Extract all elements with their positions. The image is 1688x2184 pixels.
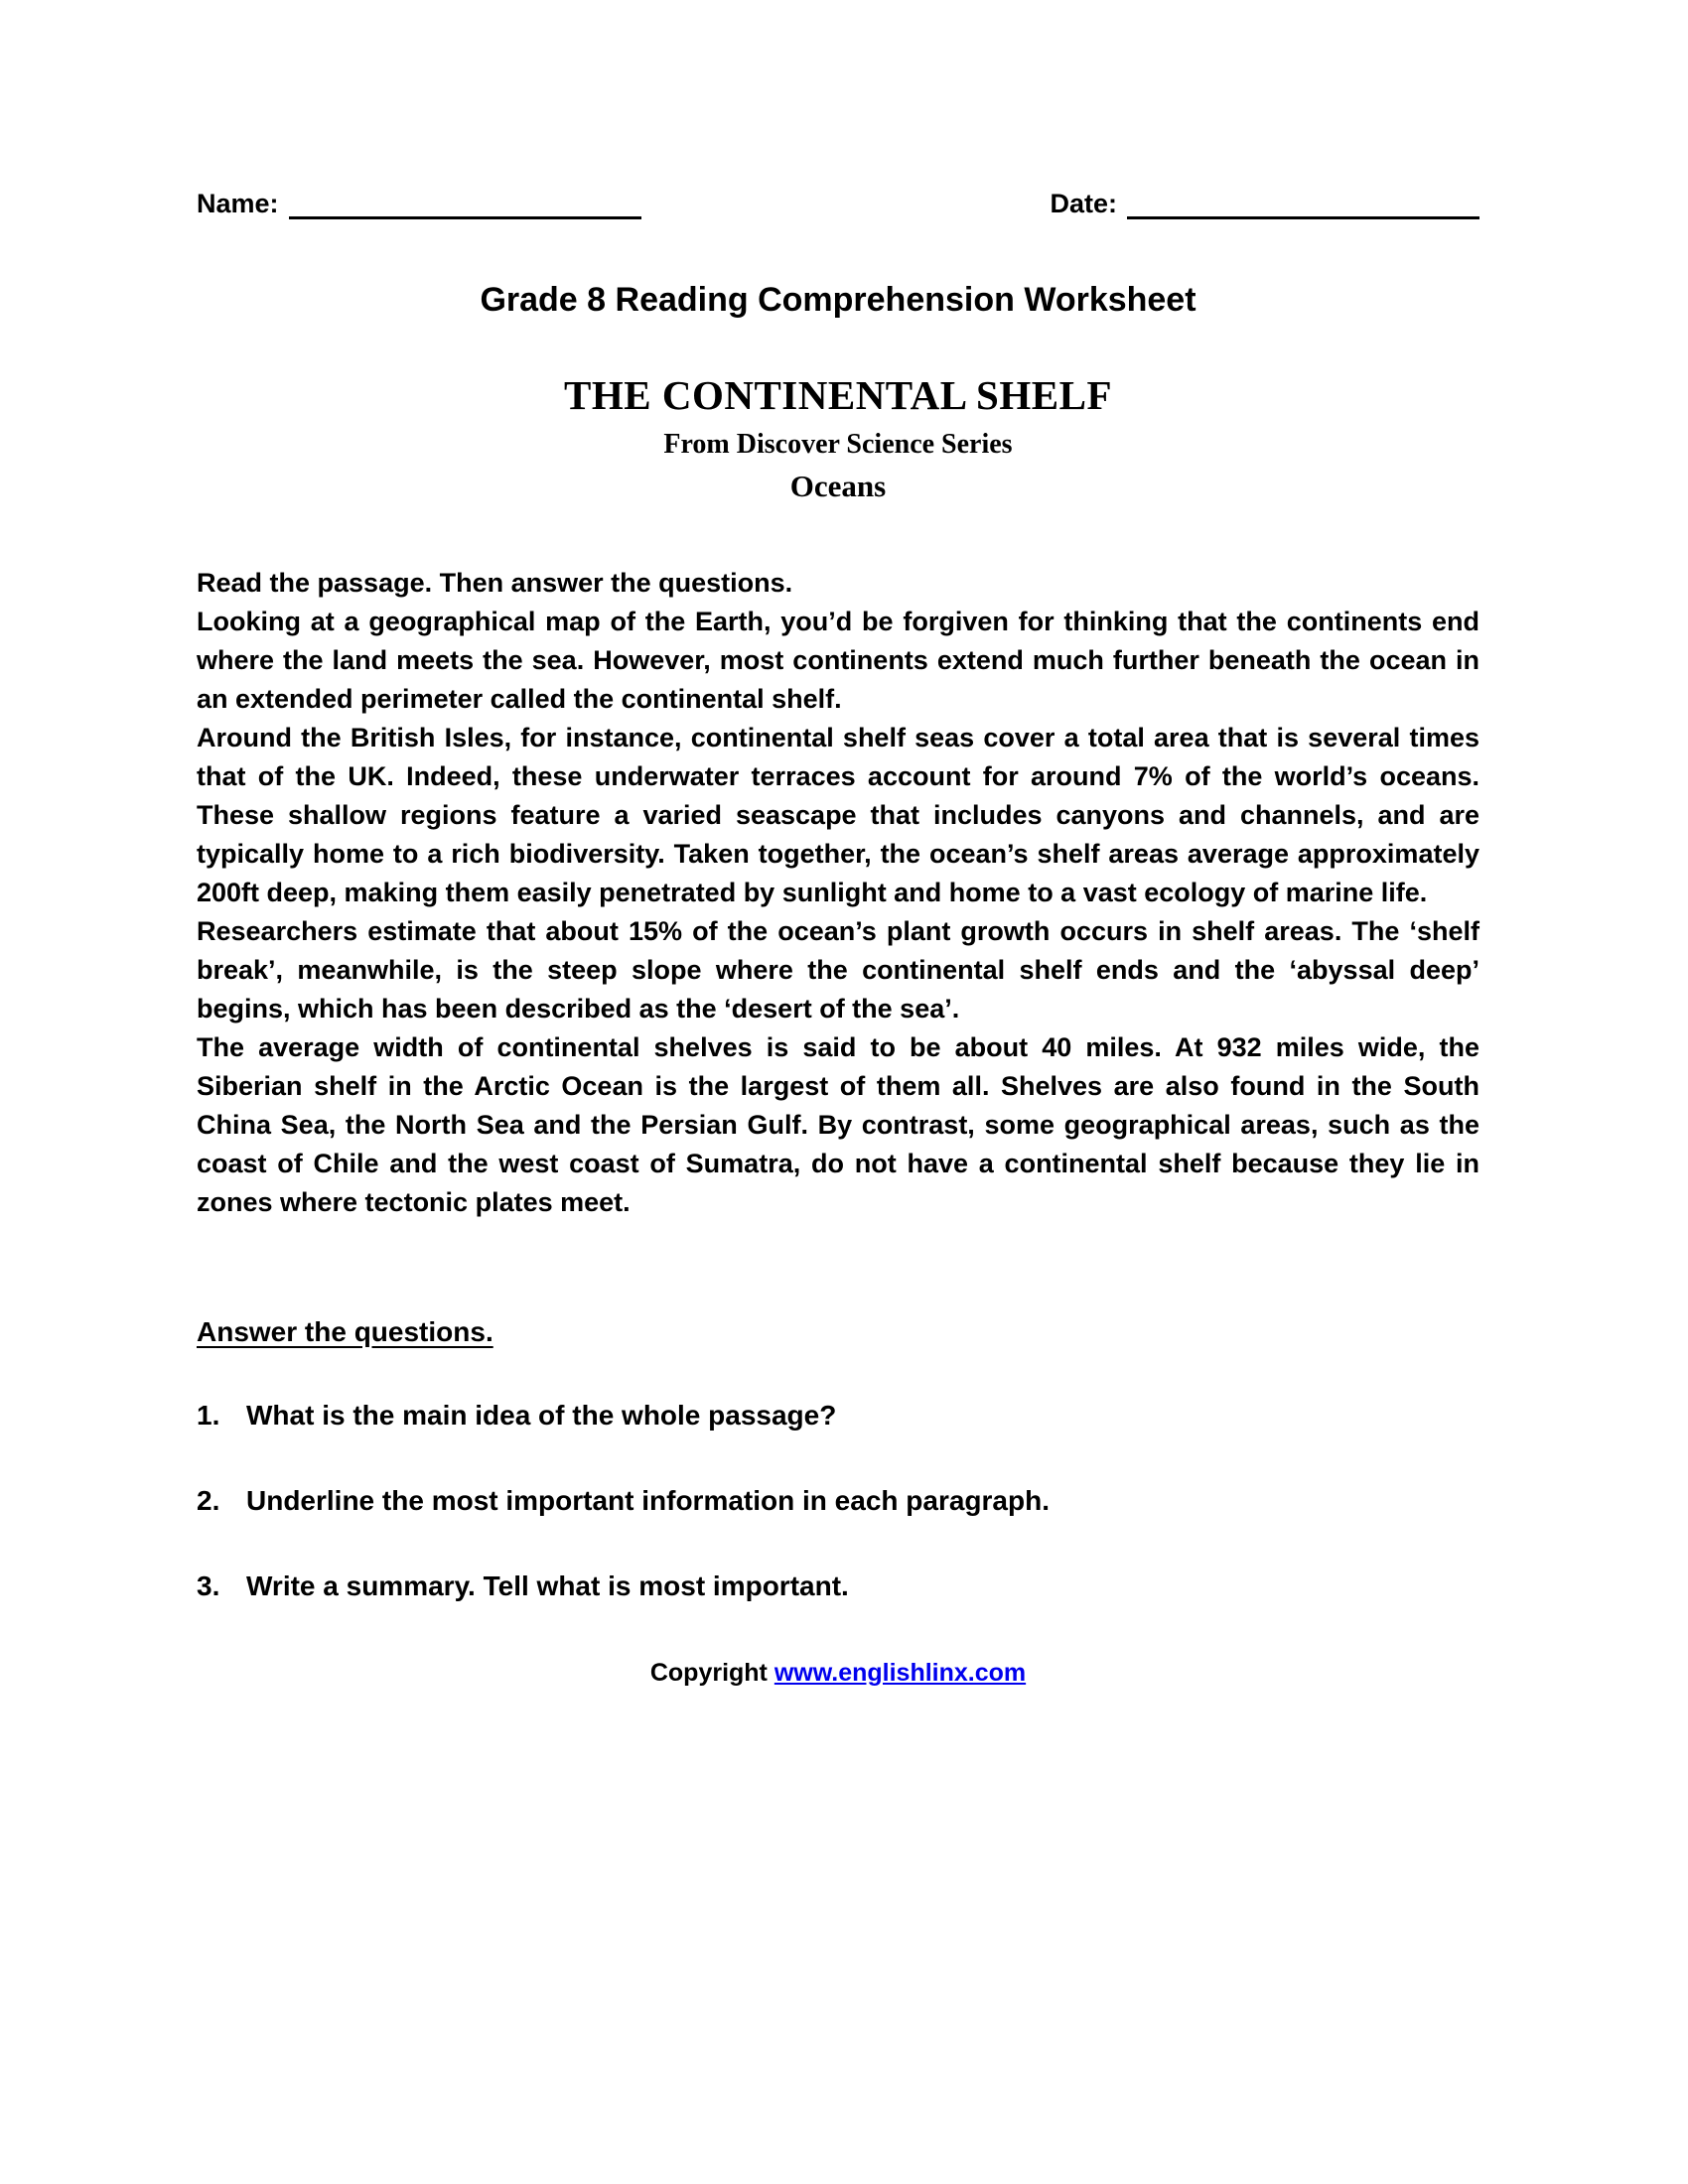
passage-topic: Oceans: [789, 469, 887, 503]
question-3-number: 3.: [197, 1570, 220, 1601]
date-field: [1050, 189, 1479, 219]
passage-subtitle: From Discover Science Series: [663, 429, 1013, 460]
question-3-text: Write a summary. Tell what is most important.: [246, 1570, 849, 1601]
question-1-text: What is the main idea of the whole passage?: [246, 1400, 837, 1431]
answer-questions-heading: Answer the questions.: [197, 1316, 493, 1347]
passage-title: THE CONTINENTAL SHELF: [564, 372, 1112, 418]
passage-paragraph-4: The average width of continental shelves is said to be about 40 miles. At 932 miles wide, the Siberian shelf in the Arctic Ocean is the largest of them all. Shelves are also found in the South China Sea, the North Sea and the Persian Gulf. By contrast, some geographical areas, such as the coast of Chile and the west coast of Sumatra, do not have a continental shelf because they lie in zones where tectonic plates meet.: [197, 1032, 1479, 1217]
question-2: [197, 1483, 1479, 1519]
date-label: Date:: [1050, 189, 1117, 218]
question-1-number: 1.: [197, 1400, 220, 1431]
passage-body: [197, 603, 1479, 1222]
copyright-link[interactable]: www.englishlinx.com: [774, 1659, 1027, 1687]
date-blank-line: [1127, 190, 1479, 219]
name-date-row: [197, 189, 1479, 219]
name-field: [197, 189, 641, 219]
questions-list: [197, 1398, 1479, 1604]
passage-paragraph-3: Researchers estimate that about 15% of the ocean’s plant growth occurs in shelf areas. The ‘shelf break’, meanwhile, is the steep slope where the continental shelf ends and the ‘abyssal deep’ begins, which has been described as the ‘desert of the sea’.: [197, 916, 1479, 1024]
question-2-number: 2.: [197, 1485, 220, 1516]
question-1: [197, 1398, 1479, 1433]
name-label: Name:: [197, 189, 279, 218]
question-2-text: Underline the most important information in each paragraph.: [246, 1485, 1050, 1516]
copyright-prefix: Copyright: [649, 1659, 774, 1687]
passage-paragraph-1: Looking at a geographical map of the Earth, you’d be forgiven for thinking that the continents end where the land meets the sea. However, most continents extend much further beneath the ocean in an extended perimeter called the continental shelf.: [197, 607, 1479, 714]
question-3: [197, 1569, 1479, 1604]
copyright-line: [197, 1659, 1479, 1688]
worksheet-title: Grade 8 Reading Comprehension Worksheet: [480, 281, 1196, 319]
name-blank-line: [289, 190, 641, 219]
passage-instructions: Read the passage. Then answer the questions.: [197, 568, 793, 598]
passage-paragraph-2: Around the British Isles, for instance, continental shelf seas cover a total area that is several times that of the UK. Indeed, these underwater terraces account for around 7% of the world’s oceans. These shallow regions feature a varied seascape that includes canyons and channels, and are typically home to a rich biodiversity. Taken together, the ocean’s shelf areas average approximately 200ft deep, making them easily penetrated by sunlight and home to a vast ecology of marine life.: [197, 723, 1479, 907]
